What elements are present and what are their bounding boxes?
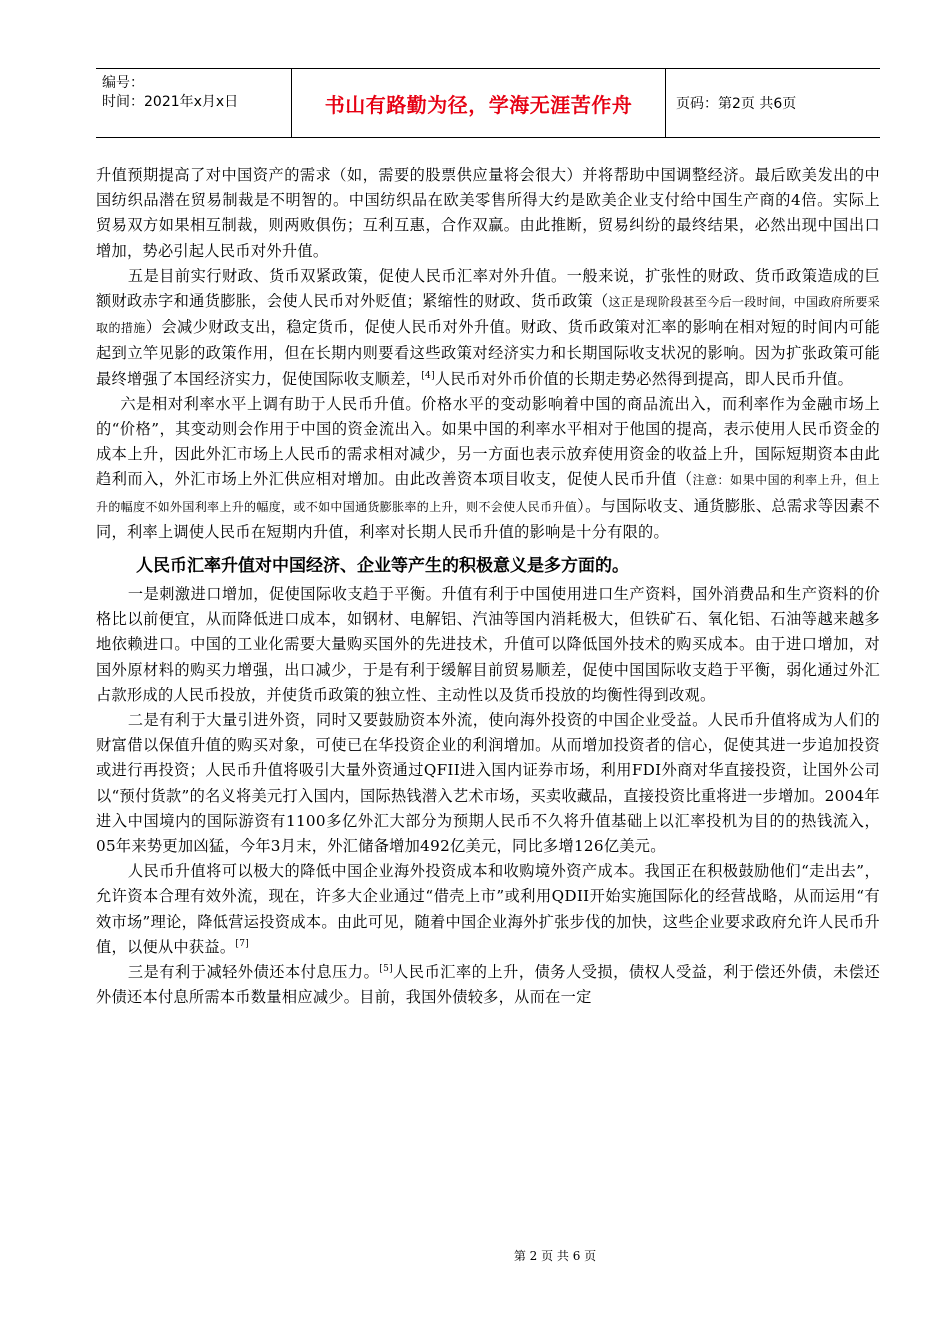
- document-time-label: 时间：2021年x月x日: [102, 94, 239, 110]
- paragraph-text: 三是有利于减轻外债还本付息压力。: [127, 963, 380, 982]
- header-page-label: 页码：第2页 共6页: [676, 96, 797, 112]
- paragraph-text: 人民币汇率的上升，债务人受损，债权人受益，利于偿还外债，未偿还外债还本付息所需本币数量相应减少。目前，我国外债较多，从而在一定: [96, 963, 880, 1007]
- page-header: [96, 68, 880, 138]
- paragraph-text: 六是相对利率水平上调有助于人民币升值。价格水平的变动影响着中国的商品流出入，而利率作为金融市场上的“价格”，其变动则会作用于中国的资金流出入。如果中国的利率水平相对于他国的提高，表示使用人民币资金的成本上升，因此外汇市场上人民币的需求相对减少，另一方面也表示放弃使用资金的收益上升，国际短期资本由此趋利而入，外汇市场上外汇供应相对增加。由此改善资本项目收支，促使人民币升值（: [96, 394, 880, 489]
- paragraph-text: 五是目前实行财政、货币双紧政策，促使人民币汇率对外升值。一般来说，扩张性的财政、货币政策造成的巨额财政赤字和通货膨胀，会使人民币对外贬值；紧缩性的财政、货币政策（: [96, 266, 880, 311]
- inline-note: 注意：如果中国的利率上升，但上升的幅度不如外国利率上升的幅度，或不如中国通货膨胀率的上升，则不会使人民币升值: [96, 473, 880, 514]
- header-motto: 书山有路勤为径，学海无涯苦作舟: [324, 92, 633, 117]
- header-info-cell: [96, 69, 292, 137]
- paragraph-interest-rate: [96, 392, 880, 545]
- paragraph-text: 人民币升值将可以极大的降低中国企业海外投资成本和收购境外资产成本。我国正在积极鼓励他们“走出去”，允许资本合理有效外流，现在，许多大企业通过“借壳上市”或利用QDII开始实施国际化的经营战略，从而运用“有效市场”理论，降低营运投资成本。由此可见，随着中国企业海外扩张步伐的加快，这些企业要求政府允许人民币升值，以便从中获益。: [96, 862, 880, 956]
- header-page-cell: [666, 69, 880, 137]
- citation-ref: [4]: [421, 370, 435, 381]
- citation-ref: [7]: [235, 938, 250, 949]
- inline-note: 这正是现阶段甚至今后一段时间，中国政府所要采取的措施: [96, 295, 880, 336]
- paragraph-foreign-debt: [96, 960, 880, 1010]
- paragraph-imports: 一是刺激进口增加，促使国际收支趋于平衡。升值有利于中国使用进口生产资料，国外消费品和生产资料的价格比以前便宜，从而降低进口成本，如钢材、电解铝、汽油等国内消耗极大，但铁矿石、氧化铝、石油等越来越多地依赖进口。中国的工业化需要大量购买国外的先进技术，升值可以降低国外技术的购买成本。由于进口增加，对国外原材料的购买力增强，出口减少，于是有利于缓解目前贸易顺差，促使中国国际收支趋于平衡，弱化通过外汇占款形成的人民币投放，并使货币政策的独立性、主动性以及货币投放的均衡性得到改观。: [96, 585, 880, 704]
- page-footer: 第 2 页 共 6 页: [513, 1249, 597, 1263]
- header-motto-cell: [292, 69, 666, 137]
- paragraph-foreign-investment: 二是有利于大量引进外资，同时又要鼓励资本外流，使向海外投资的中国企业受益。人民币升值将成为人们的财富借以保值升值的购买对象，可使已在华投资企业的利润增加。从而增加投资者的信心，促使其进一步追加投资或进行再投资；人民币升值将吸引大量外资通过QFII进入国内证券市场，利用FDI外商对华直接投资，让国外公司以“预付货款”的名义将美元打入国内，国际热钱潜入艺术市场，买卖收藏品，直接投资比重将进一步增加。2004年进入中国境内的国际游资有1100多亿外汇大部分为预期人民币不久将升值基础上以汇率投机为目的的热钱流入，05年来势更加凶猛，今年3月末，外汇储备增加492亿美元，同比多增126亿美元。: [96, 711, 880, 856]
- paragraph-text: ）。与国际收支、通货膨胀、总需求等因素不同，利率上调使人民币在短期内升值，利率对长期人民币升值的影响是十分有限的。: [96, 496, 881, 541]
- paragraph-overseas-investment: [96, 859, 880, 960]
- document-number-label: 编号：: [102, 75, 144, 91]
- document-body: [96, 163, 880, 1011]
- paragraph-text: ）会减少财政支出，稳定货币，促使人民币对外升值。财政、货币政策对汇率的影响在相对短的时间内可能起到立竿见影的政策作用，但在长期内则要看这些政策对经济实力和长期国际收支状况的影响。因为扩张政策可能最终增强了本国经济实力，促使国际收支顺差，: [96, 318, 881, 388]
- paragraph-fiscal-policy: [96, 264, 880, 392]
- section-heading: 人民币汇率升值对中国经济、企业等产生的积极意义是多方面的。: [136, 556, 629, 577]
- citation-ref: [5]: [379, 964, 393, 975]
- paragraph-continued: 升值预期提高了对中国资产的需求（如，需要的股票供应量将会很大）并将帮助中国调整经济。最后欧美发出的中国纺织品潜在贸易制裁是不明智的。中国纺织品在欧美零售所得大约是欧美企业支付给中国生产商的4倍。实际上贸易双方如果相互制裁，则两败俱伤；互利互惠，合作双赢。由此推断，贸易纠纷的最终结果，必然出现中国出口增加，势必引起人民币对外升值。: [96, 166, 880, 260]
- paragraph-text: 人民币对外币价值的长期走势必然得到提高，即人民币升值。: [434, 369, 854, 388]
